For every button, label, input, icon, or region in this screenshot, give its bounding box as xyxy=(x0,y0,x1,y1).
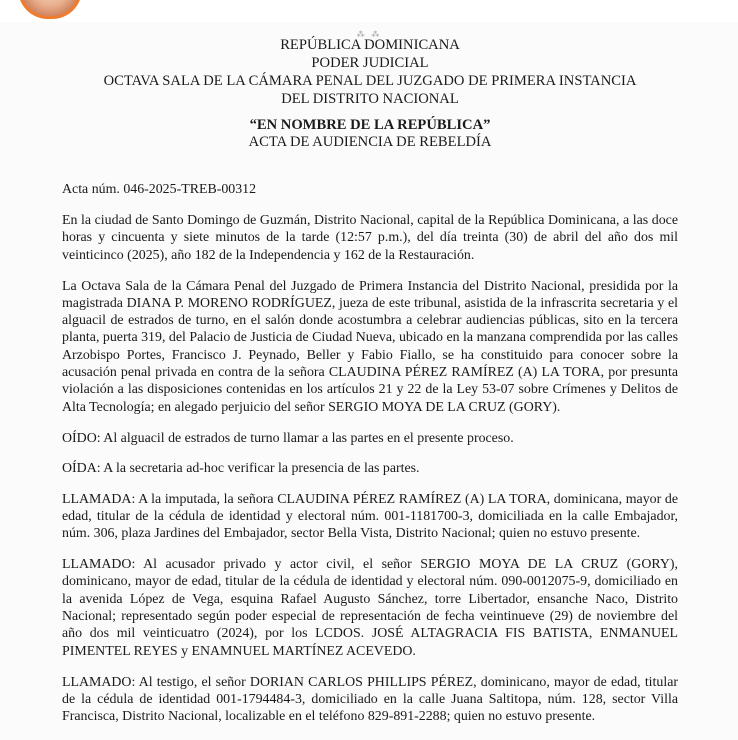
title-sub: ACTA DE AUDIENCIA DE REBELDÍA xyxy=(248,134,492,150)
paragraph-oido: OÍDO: Al alguacil de estrados de turno llamar a las partes en el presente proceso. xyxy=(62,430,514,446)
document-title xyxy=(60,117,680,151)
top-bar xyxy=(0,0,738,22)
header-line-district: DEL DISTRITO NACIONAL xyxy=(281,91,459,107)
paragraph-llamado-acusador: LLAMADO: Al acusador privado y actor civil, el señor SERGIO MOYA DE LA CRUZ (GORY), dominicano, mayor de edad, titular de la cédula de identidad y electoral núm. 090-0012075-9, domiciliado en la avenida López de Vega, esquina Rafael Augusto Sánchez, torre Libertador, ensanche Naco, Distrito Nacional; representado según poder especial de representación de fecha veintinueve (29) de noviembre del año dos mil veinticuatro (2024), por los LCDOS. JOSÉ ALTAGRACIA FIS BATISTA, ENMANUEL PIMENTEL REYES y ENAMNUEL MARTÍNEZ ACEVEDO. xyxy=(62,557,678,659)
acta-number: Acta núm. 046-2025-TREB-00312 xyxy=(62,182,257,197)
avatar[interactable] xyxy=(18,0,82,19)
paragraph-llamado-testigo: LLAMADO: Al testigo, el señor DORIAN CARLOS PHILLIPS PÉREZ, dominicano, mayor de edad, titular de la cédula de identidad 001-1794484-3, domiciliado en la calle Juana Saltitopa, núm. 128, sector Villa Francisca, Distrito Nacional, localizable en el teléfono 829-891-2288; quien no estuvo presente. xyxy=(62,674,678,725)
document-page xyxy=(0,22,738,740)
paragraph-llamada-imputada: LLAMADA: A la imputada, la señora CLAUDINA PÉREZ RAMÍREZ (A) LA TORA, dominicana, mayor de edad, titular de la cédula de identidad y electoral núm. 001-1181700-3, domiciliada en la calle Embajador, núm. 306, plaza Jardines del Embajador, sector Bella Vista, Distrito Nacional; quien no estuvo presente. xyxy=(62,491,678,542)
title-main: “EN NOMBRE DE LA REPÚBLICA” xyxy=(249,117,491,133)
document-header xyxy=(60,36,680,108)
paragraph-oida: OÍDA: A la secretaria ad-hoc verificar la presencia de las partes. xyxy=(62,461,420,477)
paragraph-court: La Octava Sala de la Cámara Penal del Juzgado de Primera Instancia del Distrito Nacional, presidida por la magistrada DIANA P. MORENO RODRÍGUEZ, jueza de este tribunal, asistida de la infrascrita secretaria y el alguacil de estrados de turno, en el salón donde acostumbra a celebrar audiencias públicas, sito en la tercera planta, puerta 319, del Palacio de Justicia de Ciudad Nueva, ubicado en la manzana comprendida por las calles Arzobispo Portes, Francisco J. Peynado, Beller y Fabio Fiallo, se ha constituido para conocer sobre la acusación penal privada en contra de la señora CLAUDINA PÉREZ RAMÍREZ (A) LA TORA, por presunta violación a las disposiciones contenidas en los artículos 21 y 22 de la Ley 53-07 sobre Crímenes y Delitos de Alta Tecnología; en alegado perjuicio del señor SERGIO MOYA DE LA CRUZ (GORY). xyxy=(62,278,678,415)
header-line-court: OCTAVA SALA DE LA CÁMARA PENAL DEL JUZGADO DE PRIMERA INSTANCIA xyxy=(103,73,637,89)
paragraph-opening: En la ciudad de Santo Domingo de Guzmán, Distrito Nacional, capital de la República Dominicana, a las doce horas y cincuenta y siete minutos de la tarde (12:57 p.m.), del día treinta (30) de abril del año dos mil veinticinco (2025), año 182 de la Independencia y 162 de la Restauración. xyxy=(62,212,678,263)
header-line-branch: PODER JUDICIAL xyxy=(311,55,429,71)
header-line-country: REPÚBLICA DOMINICANA xyxy=(280,37,460,53)
document-body xyxy=(62,181,678,739)
coat-of-arms-icon: ⁂ ⁂ xyxy=(356,30,382,39)
